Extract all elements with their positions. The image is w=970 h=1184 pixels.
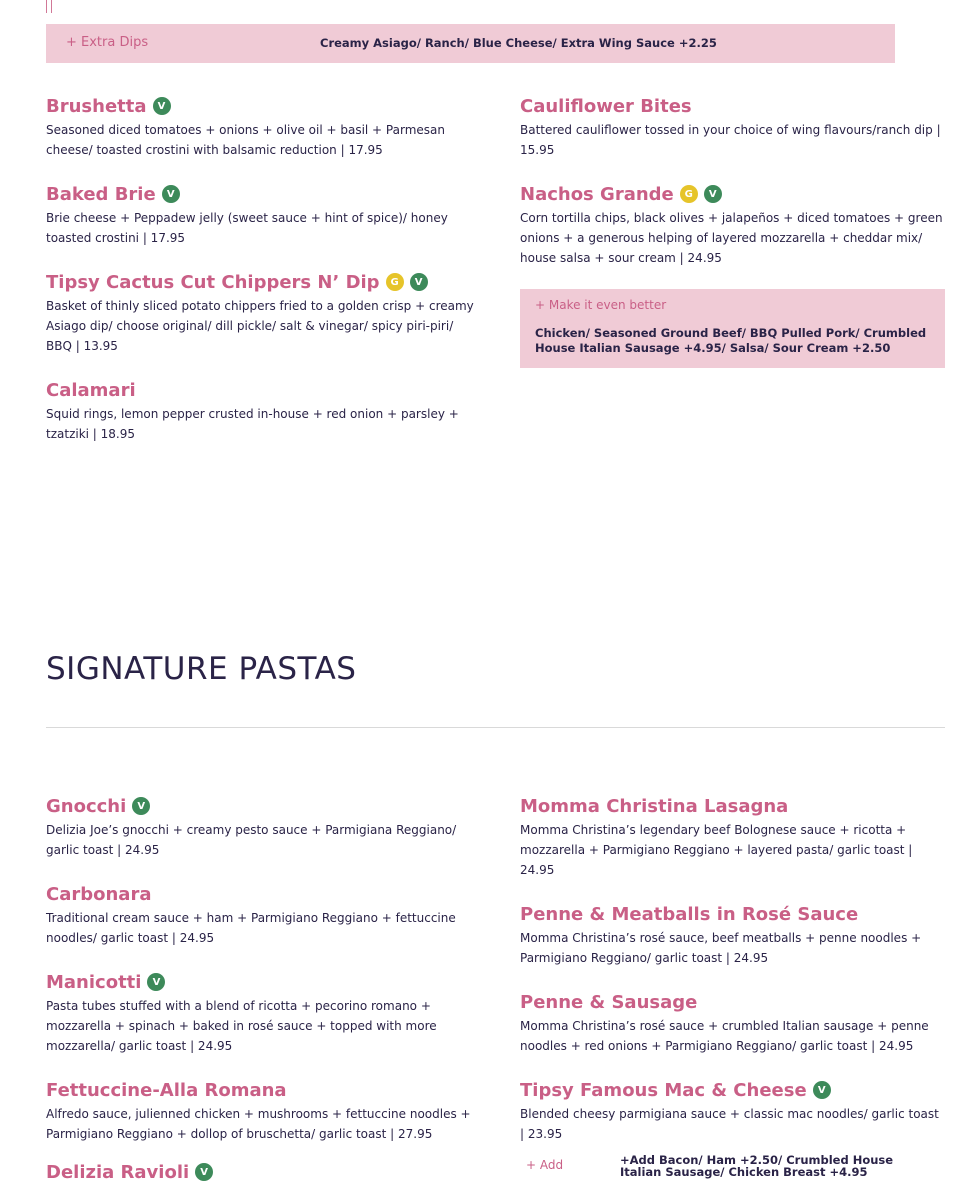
extra-dips-label: + Extra Dips	[66, 35, 149, 50]
vegetarian-badge: V	[195, 1163, 213, 1181]
menu-item-description: Battered cauliflower tossed in your choice of wing flavours/ranch dip | 15.95	[520, 123, 941, 157]
menu-item-name: Nachos Grande	[520, 183, 674, 205]
menu-item-title	[520, 794, 945, 818]
make-it-better-box	[520, 289, 945, 368]
gluten-free-badge: G	[386, 273, 404, 291]
menu-item-name: Fettuccine-Alla Romana	[46, 1079, 287, 1101]
menu-item-description: Traditional cream sauce + ham + Parmigiano Reggiano + fettuccine noodles/ garlic toast | 24.95	[46, 911, 456, 945]
menu-item-momma-christina-lasagna	[520, 794, 945, 880]
make-it-better-options: Chicken/ Seasoned Ground Beef/ BBQ Pulled Pork/ Crumbled House Italian Sausage +4.95/ Salsa/ Sour Cream +2.50	[535, 326, 927, 355]
top-divider-line	[46, 0, 52, 13]
vegetarian-badge: V	[162, 185, 180, 203]
menu-item-title	[520, 990, 945, 1014]
menu-item-delizia-ravioli	[46, 1160, 476, 1184]
extra-dips-text: Creamy Asiago/ Ranch/ Blue Cheese/ Extra Wing Sauce +2.25	[320, 36, 717, 50]
menu-item-name: Tipsy Famous Mac & Cheese	[520, 1079, 807, 1101]
menu-item-description: Basket of thinly sliced potato chippers fried to a golden crisp + creamy Asiago dip/ choose original/ dill pickle/ salt & vinegar/ spicy piri-piri/ BBQ | 13.95	[46, 299, 474, 353]
section-title-signature-pastas: SIGNATURE PASTAS	[46, 651, 357, 687]
menu-item-mac-and-cheese	[520, 1078, 945, 1144]
menu-item-name: Penne & Sausage	[520, 991, 698, 1013]
menu-item-penne-sausage	[520, 990, 945, 1056]
menu-item-title	[46, 94, 476, 118]
menu-item-title	[46, 970, 476, 994]
vegetarian-badge: V	[410, 273, 428, 291]
menu-item-description: Momma Christina’s rosé sauce, beef meatballs + penne noodles + Parmigiano Reggiano/ garlic toast | 24.95	[520, 931, 922, 965]
menu-item-title	[46, 882, 476, 906]
menu-item-title	[520, 1078, 945, 1102]
menu-item-title	[46, 182, 476, 206]
menu-item-brushetta	[46, 94, 476, 160]
menu-item-name: Cauliflower Bites	[520, 95, 692, 117]
menu-item-title	[46, 794, 476, 818]
menu-item-description: Corn tortilla chips, black olives + jalapeños + diced tomatoes + green onions + a generous helping of layered mozzarella + cheddar mix/ house salsa + sour cream | 24.95	[520, 211, 943, 265]
menu-item-gnocchi	[46, 794, 476, 860]
menu-item-description: Squid rings, lemon pepper crusted in-house + red onion + parsley + tzatziki | 18.95	[46, 407, 459, 441]
menu-item-description: Pasta tubes stuffed with a blend of ricotta + pecorino romano + mozzarella + spinach + baked in rosé sauce + topped with more mozzarella/ garlic toast | 24.95	[46, 999, 437, 1053]
menu-item-description: Alfredo sauce, julienned chicken + mushrooms + fettuccine noodles + Parmigiano Reggiano + dollop of bruschetta/ garlic toast | 27.95	[46, 1107, 471, 1141]
extra-dips-bar	[46, 24, 895, 63]
menu-item-carbonara	[46, 882, 476, 948]
menu-item-name: Calamari	[46, 379, 136, 401]
gluten-free-badge: G	[680, 185, 698, 203]
menu-item-title	[46, 1160, 476, 1184]
menu-item-chippers	[46, 270, 476, 356]
add-ons-text: +Add Bacon/ Ham +2.50/ Crumbled House Italian Sausage/ Chicken Breast +4.95	[620, 1153, 894, 1179]
make-it-better-heading: + Make it even better	[535, 298, 667, 312]
vegetarian-badge: V	[813, 1081, 831, 1099]
menu-item-nachos-grande	[520, 182, 945, 268]
menu-item-title	[520, 94, 945, 118]
menu-item-name: Gnocchi	[46, 795, 127, 817]
menu-item-description: Brie cheese + Peppadew jelly (sweet sauce + hint of spice)/ honey toasted crostini | 17.95	[46, 211, 448, 245]
vegetarian-badge: V	[153, 97, 171, 115]
menu-item-name: Baked Brie	[46, 183, 156, 205]
menu-item-name: Manicotti	[46, 971, 142, 993]
vegetarian-badge: V	[147, 973, 165, 991]
menu-item-description: Momma Christina’s legendary beef Bolognese sauce + ricotta + mozzarella + Parmigiano Reggiano + layered pasta/ garlic toast | 24.95	[520, 823, 913, 877]
menu-item-title	[520, 182, 945, 206]
menu-item-title	[46, 378, 476, 402]
menu-item-name: Delizia Ravioli	[46, 1161, 190, 1183]
menu-item-name: Penne & Meatballs in Rosé Sauce	[520, 903, 859, 925]
section-divider	[46, 727, 945, 728]
menu-item-description: Delizia Joe’s gnocchi + creamy pesto sauce + Parmigiana Reggiano/ garlic toast | 24.95	[46, 823, 457, 857]
add-ons-label: + Add	[526, 1158, 564, 1172]
menu-item-calamari	[46, 378, 476, 444]
vegetarian-badge: V	[704, 185, 722, 203]
menu-item-name: Carbonara	[46, 883, 152, 905]
menu-item-cauliflower-bites	[520, 94, 945, 160]
menu-item-description: Momma Christina’s rosé sauce + crumbled Italian sausage + penne noodles + red onions + Parmigiano Reggiano/ garlic toast | 24.95	[520, 1019, 929, 1053]
menu-item-manicotti	[46, 970, 476, 1056]
menu-item-fettuccine-alla-romana	[46, 1078, 476, 1144]
menu-item-description: Blended cheesy parmigiana sauce + classic mac noodles/ garlic toast | 23.95	[520, 1107, 939, 1141]
menu-item-name: Momma Christina Lasagna	[520, 795, 789, 817]
menu-item-penne-meatballs	[520, 902, 945, 968]
menu-item-title	[46, 1078, 476, 1102]
menu-item-title	[520, 902, 945, 926]
menu-item-title	[46, 270, 476, 294]
menu-item-baked-brie	[46, 182, 476, 248]
menu-item-name: Brushetta	[46, 95, 147, 117]
vegetarian-badge: V	[132, 797, 150, 815]
menu-item-description: Seasoned diced tomatoes + onions + olive oil + basil + Parmesan cheese/ toasted crostini with balsamic reduction | 17.95	[46, 123, 445, 157]
menu-item-name: Tipsy Cactus Cut Chippers N’ Dip	[46, 271, 380, 293]
